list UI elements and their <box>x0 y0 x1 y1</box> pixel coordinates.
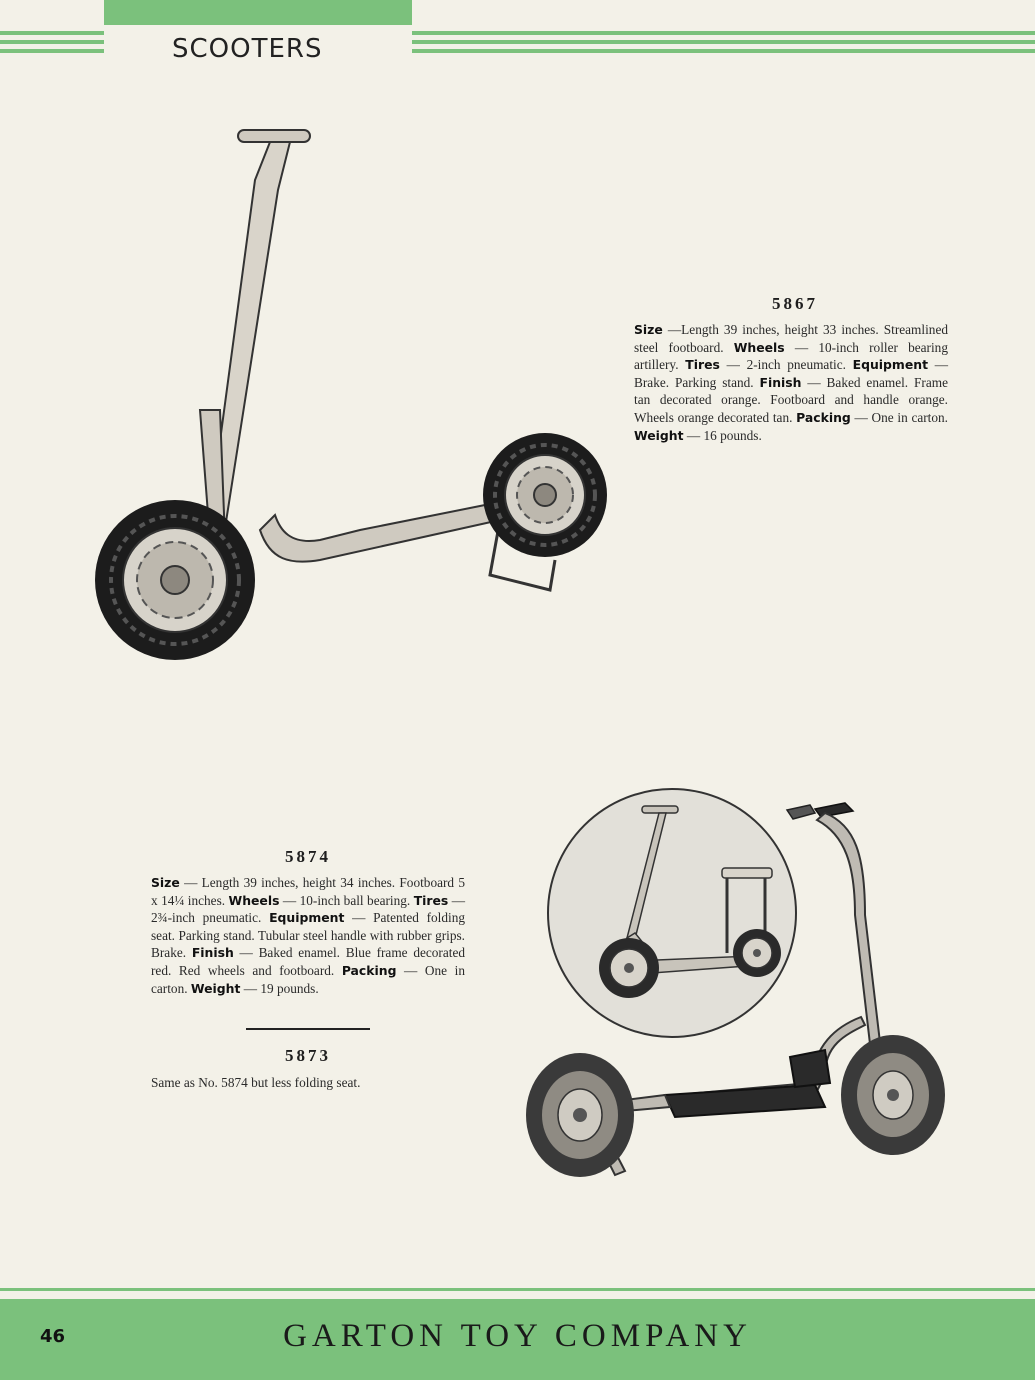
rear-tire-icon <box>526 1053 634 1177</box>
scooter-5867-illustration <box>80 120 620 660</box>
product-description-5874: Size — Length 39 inches, height 34 inches. Footboard 5 x 14¼ inches. Wheels — 10-inch ball bearing. Tires — 2¾-inch pneumatic. Equipment — Patented folding seat. Parking stand. Tubular steel handle with rubber grips. Brake. Finish — Baked enamel. Blue frame decorated red. Red wheels and footboard. Packing — One in carton. Weight — 19 pounds. <box>151 875 466 996</box>
product-number-5873: 5873 <box>285 1046 331 1065</box>
scooter-5873-illustration <box>525 795 950 1185</box>
company-name: GARTON TOY COMPANY <box>283 1318 752 1354</box>
divider-rule <box>246 1028 370 1030</box>
product-number-5874: 5874 <box>285 847 331 866</box>
section-title: SCOOTERS <box>172 34 323 64</box>
product-description-5873: Same as No. 5874 but less folding seat. <box>151 1075 361 1090</box>
page-number: 46 <box>40 1326 66 1347</box>
front-wheel-icon <box>95 500 255 660</box>
header-green-block <box>104 0 412 25</box>
footer-stripe-top <box>0 1288 1035 1291</box>
product-description-5867: Size —Length 39 inches, height 33 inches. Streamlined steel footboard. Wheels — 10-inch roller bearing artillery. Tires — 2-inch pneumatic. Equipment — Brake. Parking stand. Finish — Baked enamel. Frame tan decorated orange. Footboard and handle orange. Wheels orange decorated tan. Packing — One in carton. Weight — 16 pounds. <box>634 322 949 443</box>
front-tire-icon <box>841 1035 945 1155</box>
rear-wheel-icon <box>483 433 607 557</box>
product-number-5867: 5867 <box>772 294 818 313</box>
